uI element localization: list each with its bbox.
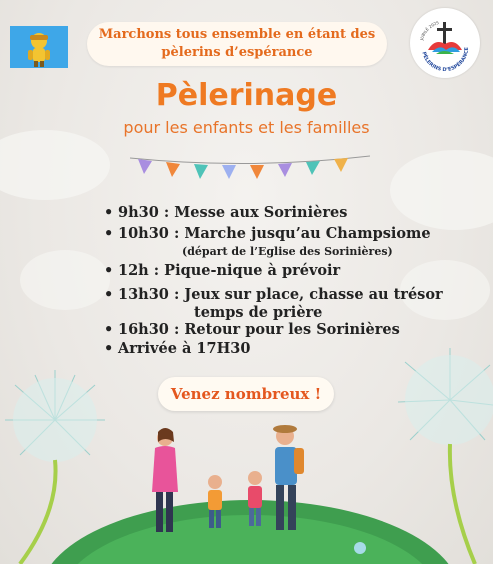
page-title: Pèlerinage xyxy=(155,78,338,113)
banner-line-1: Marchons tous ensemble en étant des xyxy=(98,27,376,42)
jubilee-logo xyxy=(410,8,480,78)
call-to-action: Venez nombreux ! xyxy=(158,377,334,411)
schedule-item: • 13h30 : Jeux sur place, chasse au trésor xyxy=(104,286,443,303)
schedule-note-priere: temps de prière xyxy=(194,304,323,321)
family-hill-illustration xyxy=(0,420,493,564)
page-subtitle: pour les enfants et les familles xyxy=(123,118,370,137)
schedule-item: • 16h30 : Retour pour les Sorinières xyxy=(104,321,400,338)
header-banner xyxy=(87,22,387,66)
schedule-item: • 9h30 : Messe aux Sorinières xyxy=(104,204,348,221)
cloud-shape xyxy=(20,250,110,310)
cloud-shape xyxy=(390,150,493,230)
bunting-decoration xyxy=(130,150,370,190)
schedule-item: • 12h : Pique-nique à prévoir xyxy=(104,262,341,279)
schedule-item: • 10h30 : Marche jusqu’au Champsiome xyxy=(104,225,431,242)
cloud-shape xyxy=(0,130,110,200)
schedule-note-depart: (départ de l’Eglise des Sorinières) xyxy=(182,245,393,258)
scout-logo xyxy=(10,26,68,68)
jubilee-bottom-text: PÈLERINS D’ESPÉRANCE xyxy=(420,47,471,74)
jubilee-top-text: JUBILÉ 2025 xyxy=(418,19,440,41)
schedule-item: • Arrivée à 17H30 xyxy=(104,340,251,357)
banner-line-2: pèlerins d’espérance xyxy=(161,45,313,60)
